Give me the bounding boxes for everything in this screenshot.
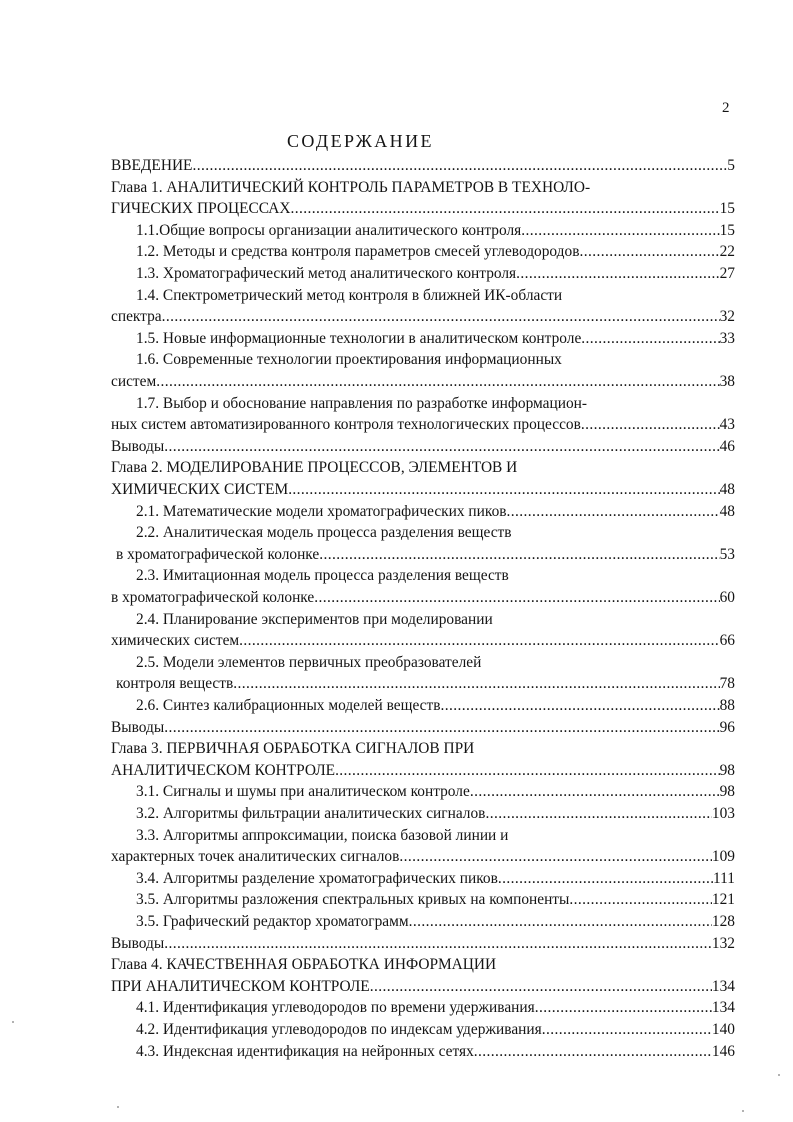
toc-entry (111, 155, 735, 177)
toc-entry-page: 132 (711, 934, 735, 952)
dot-leader (474, 1041, 712, 1063)
page-title: СОДЕРЖАНИЕ (287, 131, 434, 151)
toc-entry (136, 825, 735, 847)
toc-entry-title: 1.2. Методы и средства контроля параметров смесей углеводородов (136, 243, 580, 261)
toc-entry-title: в хроматографической колонке (116, 545, 320, 563)
toc-entry-page: 38 (719, 373, 735, 390)
dot-leader (441, 695, 720, 717)
toc-entry-page: 53 (719, 545, 735, 563)
toc-entry-page: 98 (719, 761, 735, 779)
toc-entry-page: 43 (719, 416, 735, 434)
toc-entry (111, 306, 735, 328)
toc-entry (136, 652, 735, 674)
toc-entry (136, 349, 735, 371)
toc-entry-title: химических систем (111, 632, 240, 650)
toc-entry (136, 695, 735, 717)
toc-entry-page: 146 (711, 1042, 735, 1060)
toc-entry-title: Выводы (111, 934, 165, 952)
toc-entry-page: 48 (719, 502, 735, 520)
dot-leader (164, 717, 719, 739)
dot-leader (542, 1019, 712, 1041)
toc-entry (136, 285, 735, 307)
toc-entry (116, 544, 735, 566)
dot-leader (162, 306, 720, 328)
toc-entry (136, 263, 735, 285)
dot-leader (156, 371, 719, 393)
toc-entry-page: 15 (719, 221, 735, 239)
toc-entry-title: 1.1.Общие вопросы организации аналитического контроля (136, 221, 522, 239)
toc-entry (136, 501, 735, 523)
toc-entry (136, 565, 735, 587)
toc-entry-title: 1.7. Выбор и обоснование направления по разработке информацион- (136, 394, 588, 412)
toc-entry (111, 976, 735, 998)
toc-entry-page: 109 (711, 848, 735, 866)
dot-leader (291, 198, 720, 220)
toc-entry (111, 436, 735, 458)
toc-entry-title: характерных точек аналитических сигналов (111, 848, 400, 866)
toc-entry-page: 103 (711, 805, 735, 822)
toc-entry-title: Выводы (111, 718, 165, 736)
toc-entry-page: 96 (719, 718, 735, 736)
toc-entry-page: 48 (719, 481, 735, 498)
toc-entry (111, 717, 735, 739)
dot-leader (498, 868, 713, 890)
toc-entry-title: спектра (111, 308, 162, 326)
toc-entry-title: 1.4. Спектрометрический метод контроля в ближней ИК-области (136, 286, 563, 304)
toc-entry (111, 954, 735, 976)
toc-entry-title: Выводы (111, 437, 165, 455)
toc-entry-title: систем (111, 373, 157, 390)
toc-entry-title: 4.2. Идентификация углеводородов по индексам удерживания (136, 1021, 542, 1038)
toc-entry-page: 98 (719, 783, 735, 801)
toc-entry-title: 3.4. Алгоритмы разделение хроматографических пиков (136, 869, 498, 887)
toc-entry-title: 1.6. Современные технологии проектирования информационных (136, 351, 562, 369)
toc-entry (136, 889, 735, 911)
scan-speck (778, 1074, 780, 1076)
dot-leader (164, 933, 712, 955)
toc-entry-title: 2.1. Математические модели хроматографических пиков (136, 502, 507, 520)
dot-leader (581, 328, 719, 350)
toc-entry-title: в хроматографической колонке (111, 589, 315, 606)
toc-entry-title: 2.2. Аналитическая модель процесса разделения веществ (136, 524, 512, 542)
toc-entry-page: 27 (719, 265, 735, 282)
toc-entry-page: 60 (719, 589, 735, 606)
toc-entry-page: 78 (719, 675, 735, 693)
toc-entry (111, 760, 735, 782)
dot-leader (507, 501, 720, 523)
scan-speck (742, 1110, 744, 1112)
toc-entry-title: 3.1. Сигналы и шумы при аналитическом контроле (136, 783, 470, 801)
toc-entry (136, 522, 735, 544)
dot-leader (314, 587, 719, 609)
dot-leader (579, 241, 719, 263)
toc-entry-page: 134 (711, 999, 735, 1017)
toc-entry-page: 66 (719, 632, 735, 650)
toc-entry-title: 3.5. Графический редактор хроматограмм (136, 913, 409, 930)
toc-entry-title: 1.5. Новые информационные технологии в аналитическом контроле (136, 329, 582, 347)
toc-entry-title: Глава 4. КАЧЕСТВЕННАЯ ОБРАБОТКА ИНФОРМАЦИИ (111, 956, 497, 974)
toc-entry (111, 630, 735, 652)
toc-entry-title: контроля веществ (116, 675, 234, 693)
toc-entry (111, 738, 735, 760)
toc-entry (136, 1019, 735, 1041)
dot-leader (164, 436, 719, 458)
toc-entry-title: АНАЛИТИЧЕСКОМ КОНТРОЛЕ (111, 761, 336, 779)
dot-leader (288, 479, 719, 501)
dot-leader (535, 997, 712, 1019)
toc-entry-page: 5 (727, 157, 735, 174)
toc-entry (111, 457, 735, 479)
toc-entry (111, 479, 735, 501)
toc-entry-title: ХИМИЧЕСКИХ СИСТЕМ (111, 481, 289, 498)
toc-entry (136, 997, 735, 1019)
dot-leader (239, 630, 719, 652)
toc-entry-title: 2.5. Модели элементов первичных преобразователей (136, 653, 482, 671)
toc-entry (136, 241, 735, 263)
dot-leader (192, 155, 727, 177)
toc-entry-page: 33 (719, 329, 735, 347)
toc-entry-title: ВВЕДЕНИЕ (111, 157, 193, 174)
toc-entry (136, 911, 735, 933)
toc-entry (136, 393, 735, 415)
toc-entry-title: 4.3. Индексная идентификация на нейронных сетях (136, 1042, 474, 1060)
toc-entry-page: 111 (713, 869, 735, 887)
toc-entry-page: 15 (719, 200, 735, 218)
toc-entry-page: 134 (711, 977, 735, 995)
toc-entry-title: Глава 2. МОДЕЛИРОВАНИЕ ПРОЦЕССОВ, ЭЛЕМЕНТОВ И (111, 459, 518, 477)
toc-entry-page: 140 (711, 1021, 735, 1038)
dot-leader (399, 846, 712, 868)
toc-entry (111, 198, 735, 220)
toc-entry-title: ных систем автоматизированного контроля технологических процессов (111, 416, 581, 434)
toc-entry (111, 846, 735, 868)
toc-entry (136, 328, 735, 350)
toc-entry-title: 3.3. Алгоритмы аппроксимации, поиска базовой линии и (136, 826, 509, 844)
toc-entry (111, 933, 735, 955)
toc-entry-title: 2.4. Планирование экспериментов при моделировании (136, 610, 493, 628)
toc-entry-page: 88 (719, 697, 735, 714)
toc-entry-title: ГИЧЕСКИХ ПРОЦЕССАХ (111, 200, 291, 218)
toc-entry (111, 177, 735, 199)
toc-entry-title: 2.3. Имитационная модель процесса разделения веществ (136, 567, 509, 585)
toc-entry (136, 868, 735, 890)
toc-entry (136, 609, 735, 631)
dot-leader (581, 414, 720, 436)
toc-entry (111, 587, 735, 609)
dot-leader (470, 781, 720, 803)
toc-entry-title: Глава 1. АНАЛИТИЧЕСКИЙ КОНТРОЛЬ ПАРАМЕТРОВ В ТЕХНОЛО- (111, 178, 591, 196)
dot-leader (335, 760, 720, 782)
dot-leader (409, 911, 712, 933)
toc-entry (116, 673, 735, 695)
dot-leader (521, 220, 719, 242)
dot-leader (233, 673, 719, 695)
toc-entry-title: 1.3. Хроматографический метод аналитического контроля (136, 265, 517, 282)
toc-entry-title: Глава 3. ПЕРВИЧНАЯ ОБРАБОТКА СИГНАЛОВ ПРИ (111, 740, 475, 758)
page-number: 2 (722, 100, 730, 116)
toc-entry (111, 371, 735, 393)
dot-leader (516, 263, 719, 285)
toc-entry-page: 22 (719, 243, 735, 261)
toc-entry-page: 128 (711, 913, 735, 930)
toc-entry (111, 414, 735, 436)
dot-leader (569, 889, 712, 911)
toc-entry-title: 2.6. Синтез калибрационных моделей веществ (136, 697, 441, 714)
scan-speck (12, 1021, 14, 1023)
toc-entry-title: 4.1. Идентификация углеводородов по времени удерживания (136, 999, 535, 1017)
toc-entry-title: 3.2. Алгоритмы фильтрации аналитических сигналов (136, 805, 486, 822)
toc-entry-page: 46 (719, 437, 735, 455)
toc-entry-title: ПРИ АНАЛИТИЧЕСКОМ КОНТРОЛЕ (111, 977, 370, 995)
toc-entry (136, 1041, 735, 1063)
toc-entry (136, 220, 735, 242)
toc-entry (136, 803, 735, 825)
toc-entry-page: 121 (711, 891, 735, 909)
dot-leader (370, 976, 712, 998)
dot-leader (319, 544, 719, 566)
toc-entry (136, 781, 735, 803)
dot-leader (485, 803, 711, 825)
toc-entry-title: 3.5. Алгоритмы разложения спектральных кривых на компоненты (136, 891, 570, 909)
scan-speck (117, 1106, 119, 1108)
toc-entry-page: 32 (719, 308, 735, 326)
